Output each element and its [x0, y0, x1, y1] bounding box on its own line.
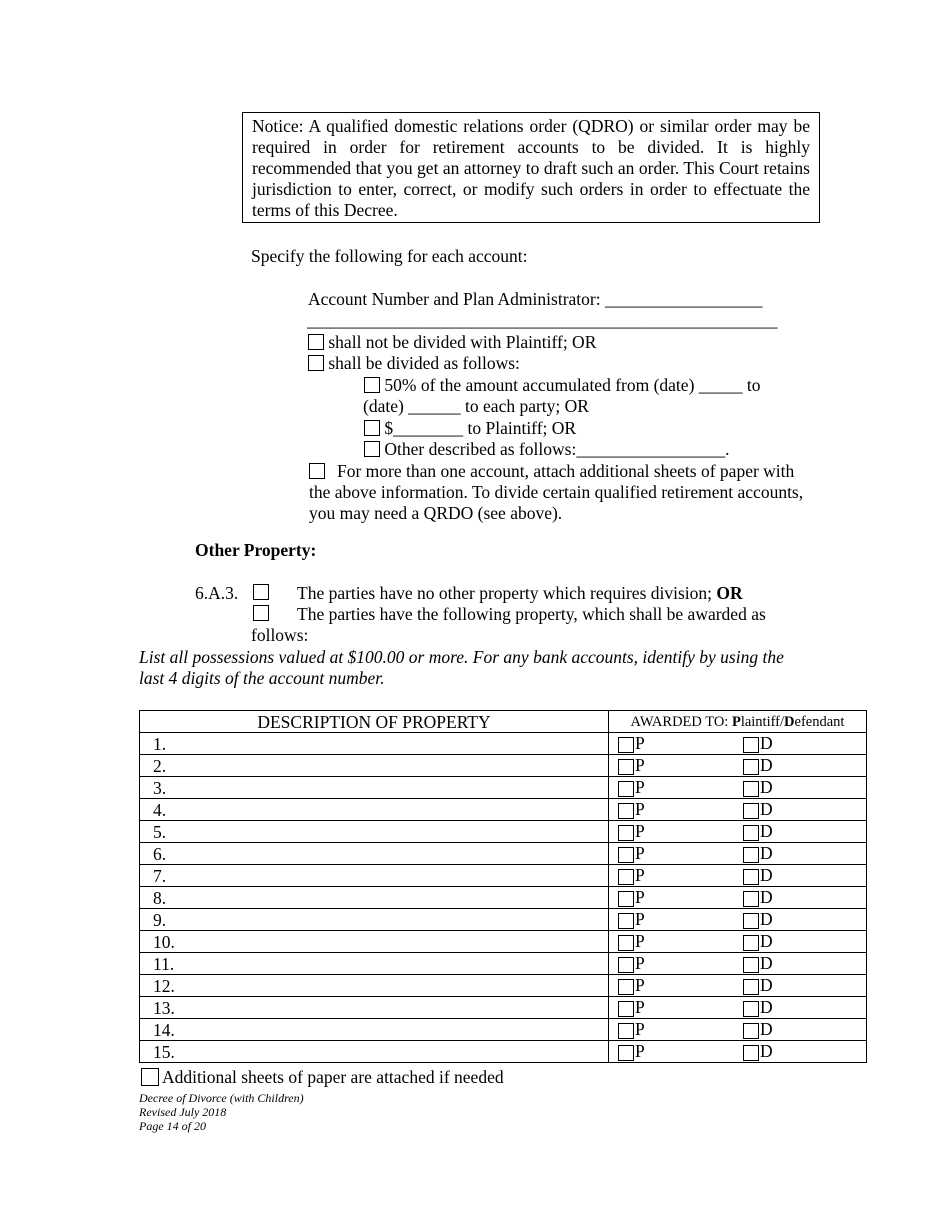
plaintiff-checkbox[interactable]	[618, 847, 634, 863]
plaintiff-label: P	[635, 909, 645, 929]
defendant-checkbox[interactable]	[743, 935, 759, 951]
property-row	[140, 755, 867, 777]
awarded-to-cell	[609, 953, 867, 975]
defendant-label: D	[760, 777, 773, 797]
additional-sheets-checkbox[interactable]	[141, 1068, 159, 1086]
property-row	[140, 887, 867, 909]
defendant-label: D	[760, 931, 773, 951]
plaintiff-checkbox[interactable]	[618, 825, 634, 841]
more-accounts-option	[309, 461, 810, 524]
row-number: 4.	[153, 799, 167, 820]
option-divided	[308, 353, 520, 374]
option-not-divided	[308, 332, 596, 353]
defendant-label: D	[760, 887, 773, 907]
awarded-to-cell	[609, 909, 867, 931]
row-number: 3.	[153, 777, 167, 798]
footer-document-title: Decree of Divorce (with Children)	[139, 1091, 304, 1105]
footer-revision: Revised July 2018	[139, 1105, 227, 1119]
defendant-checkbox[interactable]	[743, 737, 759, 753]
defendant-checkbox[interactable]	[743, 913, 759, 929]
awarded-p-rest: laintiff/	[740, 713, 785, 730]
other-option-checkbox[interactable]	[364, 441, 380, 457]
plaintiff-checkbox[interactable]	[618, 891, 634, 907]
plaintiff-checkbox[interactable]	[618, 1045, 634, 1061]
property-row	[140, 975, 867, 997]
plaintiff-checkbox[interactable]	[618, 759, 634, 775]
page-footer	[139, 1091, 304, 1133]
plaintiff-label: P	[635, 1041, 645, 1061]
row-number: 5.	[153, 821, 167, 842]
plaintiff-label: P	[635, 1019, 645, 1039]
property-row	[140, 931, 867, 953]
plaintiff-label: P	[635, 755, 645, 775]
plaintiff-checkbox[interactable]	[618, 869, 634, 885]
defendant-checkbox[interactable]	[743, 847, 759, 863]
property-description-cell[interactable]	[140, 975, 609, 997]
awarded-to-cell	[609, 887, 867, 909]
option-other	[364, 439, 729, 460]
description-column-header: DESCRIPTION OF PROPERTY	[140, 711, 609, 733]
property-description-cell[interactable]	[140, 843, 609, 865]
property-row	[140, 733, 867, 755]
property-description-cell[interactable]	[140, 931, 609, 953]
awarded-to-prefix: AWARDED TO:	[630, 713, 732, 730]
defendant-checkbox[interactable]	[743, 825, 759, 841]
plaintiff-label: P	[635, 997, 645, 1017]
awarded-d-initial: D	[784, 713, 795, 730]
plaintiff-checkbox[interactable]	[618, 737, 634, 753]
plaintiff-checkbox[interactable]	[618, 979, 634, 995]
plaintiff-label: P	[635, 733, 645, 753]
property-instructions: List all possessions valued at $100.00 or more. For any bank accounts, identify by using the last 4 digits of the account number.	[139, 647, 784, 688]
awarded-to-cell	[609, 821, 867, 843]
dollar-amount-checkbox[interactable]	[364, 420, 380, 436]
awarded-to-cell	[609, 733, 867, 755]
fifty-percent-continued: (date) ______ to each party; OR	[363, 396, 589, 416]
qdro-notice-text: Notice: A qualified domestic relations order (QDRO) or similar order may be required in order for retirement accounts to be divided. It is highly recommended that you get an attorney to draft such an order. This Court retains jurisdiction to enter, correct, or modify such orders in order to effectuate the terms of this Decree.	[252, 116, 810, 220]
property-row	[140, 865, 867, 887]
defendant-label: D	[760, 997, 773, 1017]
defendant-label: D	[760, 975, 773, 995]
property-description-cell[interactable]	[140, 865, 609, 887]
plaintiff-checkbox[interactable]	[618, 781, 634, 797]
account-number-field: Account Number and Plan Administrator: __________________	[308, 289, 763, 309]
plaintiff-checkbox[interactable]	[618, 935, 634, 951]
defendant-label: D	[760, 755, 773, 775]
other-option-label: Other described as follows:_________________.	[384, 439, 730, 459]
awarded-to-cell	[609, 1041, 867, 1063]
plaintiff-checkbox[interactable]	[618, 957, 634, 973]
awarded-to-cell	[609, 843, 867, 865]
row-number: 10.	[153, 931, 175, 952]
dollar-amount-label: $________ to Plaintiff; OR	[384, 418, 577, 438]
more-accounts-checkbox[interactable]	[309, 463, 325, 479]
defendant-checkbox[interactable]	[743, 869, 759, 885]
defendant-label: D	[760, 799, 773, 819]
defendant-label: D	[760, 843, 773, 863]
property-row	[140, 777, 867, 799]
additional-sheets-option	[141, 1067, 504, 1088]
defendant-label: D	[760, 821, 773, 841]
defendant-label: D	[760, 953, 773, 973]
plaintiff-label: P	[635, 799, 645, 819]
more-accounts-text: For more than one account, attach additional sheets of paper with the above information. To divide certain qualified retirement accounts, you may need a QRDO (see above).	[309, 461, 804, 523]
awarded-d-rest: efendant	[794, 713, 845, 730]
row-number: 13.	[153, 997, 175, 1018]
plaintiff-label: P	[635, 931, 645, 951]
plaintiff-label: P	[635, 865, 645, 885]
defendant-checkbox[interactable]	[743, 891, 759, 907]
no-other-property-label: The parties have no other property which requires division;	[297, 583, 717, 603]
or-emphasis: OR	[716, 583, 743, 603]
plaintiff-checkbox[interactable]	[618, 803, 634, 819]
plaintiff-label: P	[635, 777, 645, 797]
defendant-checkbox[interactable]	[743, 803, 759, 819]
property-row	[140, 909, 867, 931]
plaintiff-label: P	[635, 975, 645, 995]
row-number: 15.	[153, 1041, 175, 1062]
row-number: 9.	[153, 909, 167, 930]
defendant-checkbox[interactable]	[743, 979, 759, 995]
property-description-cell[interactable]	[140, 909, 609, 931]
plaintiff-checkbox[interactable]	[618, 913, 634, 929]
property-description-cell[interactable]	[140, 755, 609, 777]
option-fifty-percent	[364, 375, 790, 396]
property-description-cell[interactable]	[140, 1041, 609, 1063]
option-dollar-amount	[364, 418, 576, 439]
property-row	[140, 997, 867, 1019]
property-description-cell[interactable]	[140, 733, 609, 755]
no-other-property-checkbox[interactable]	[253, 584, 269, 600]
plaintiff-checkbox[interactable]	[618, 1023, 634, 1039]
divided-label: shall be divided as follows:	[328, 353, 520, 373]
specify-instructions: Specify the following for each account:	[251, 246, 528, 266]
property-row	[140, 1019, 867, 1041]
section-number: 6.A.3.	[195, 583, 239, 603]
defendant-label: D	[760, 733, 773, 753]
row-number: 1.	[153, 733, 167, 754]
defendant-label: D	[760, 1019, 773, 1039]
property-row	[140, 953, 867, 975]
row-number: 6.	[153, 843, 167, 864]
row-number: 12.	[153, 975, 175, 996]
property-description-cell[interactable]	[140, 1019, 609, 1041]
property-description-cell[interactable]	[140, 997, 609, 1019]
defendant-checkbox[interactable]	[743, 1023, 759, 1039]
awarded-to-cell	[609, 755, 867, 777]
defendant-checkbox[interactable]	[743, 957, 759, 973]
footer-page-number: Page 14 of 20	[139, 1119, 206, 1133]
plaintiff-label: P	[635, 843, 645, 863]
plaintiff-checkbox[interactable]	[618, 1001, 634, 1017]
has-property-checkbox[interactable]	[253, 605, 269, 621]
awarded-to-cell	[609, 997, 867, 1019]
awarded-to-cell	[609, 975, 867, 997]
not-divided-label: shall not be divided with Plaintiff; OR	[328, 332, 597, 352]
property-description-cell[interactable]	[140, 799, 609, 821]
property-description-cell[interactable]	[140, 887, 609, 909]
row-number: 11.	[153, 953, 175, 974]
not-divided-checkbox[interactable]	[308, 334, 324, 350]
awarded-p-initial: P	[731, 713, 741, 730]
qdro-notice-box	[242, 112, 820, 223]
awarded-to-cell	[609, 865, 867, 887]
awarded-to-cell	[609, 931, 867, 953]
property-description-cell[interactable]	[140, 953, 609, 975]
row-number: 2.	[153, 755, 167, 776]
property-description-cell[interactable]	[140, 821, 609, 843]
row-number: 14.	[153, 1019, 175, 1040]
has-property-label: The parties have the following property, which shall be awarded as	[297, 604, 766, 624]
fifty-percent-checkbox[interactable]	[364, 377, 380, 393]
property-table	[139, 710, 867, 1063]
property-row	[140, 799, 867, 821]
defendant-checkbox[interactable]	[743, 759, 759, 775]
property-row	[140, 843, 867, 865]
awarded-to-column-header	[609, 711, 867, 733]
property-description-cell[interactable]	[140, 777, 609, 799]
awarded-to-cell	[609, 1019, 867, 1041]
additional-sheets-label: Additional sheets of paper are attached if needed	[162, 1067, 504, 1087]
awarded-to-cell	[609, 799, 867, 821]
account-number-line: _____________________________________________________	[307, 310, 778, 330]
row-number: 8.	[153, 887, 167, 908]
defendant-checkbox[interactable]	[743, 1001, 759, 1017]
property-row	[140, 821, 867, 843]
defendant-checkbox[interactable]	[743, 781, 759, 797]
row-number: 7.	[153, 865, 167, 886]
defendant-label: D	[760, 1041, 773, 1061]
has-property-label-continued: follows:	[251, 625, 309, 645]
property-table-header	[140, 711, 867, 733]
defendant-checkbox[interactable]	[743, 1045, 759, 1061]
no-other-property-option	[297, 583, 743, 604]
plaintiff-label: P	[635, 887, 645, 907]
awarded-to-cell	[609, 777, 867, 799]
other-property-heading: Other Property:	[195, 540, 317, 560]
defendant-label: D	[760, 909, 773, 929]
fifty-percent-label: 50% of the amount accumulated from (date) _____ to	[384, 375, 761, 395]
property-table-body	[140, 733, 867, 1063]
defendant-label: D	[760, 865, 773, 885]
divided-checkbox[interactable]	[308, 355, 324, 371]
property-row	[140, 1041, 867, 1063]
plaintiff-label: P	[635, 821, 645, 841]
plaintiff-label: P	[635, 953, 645, 973]
